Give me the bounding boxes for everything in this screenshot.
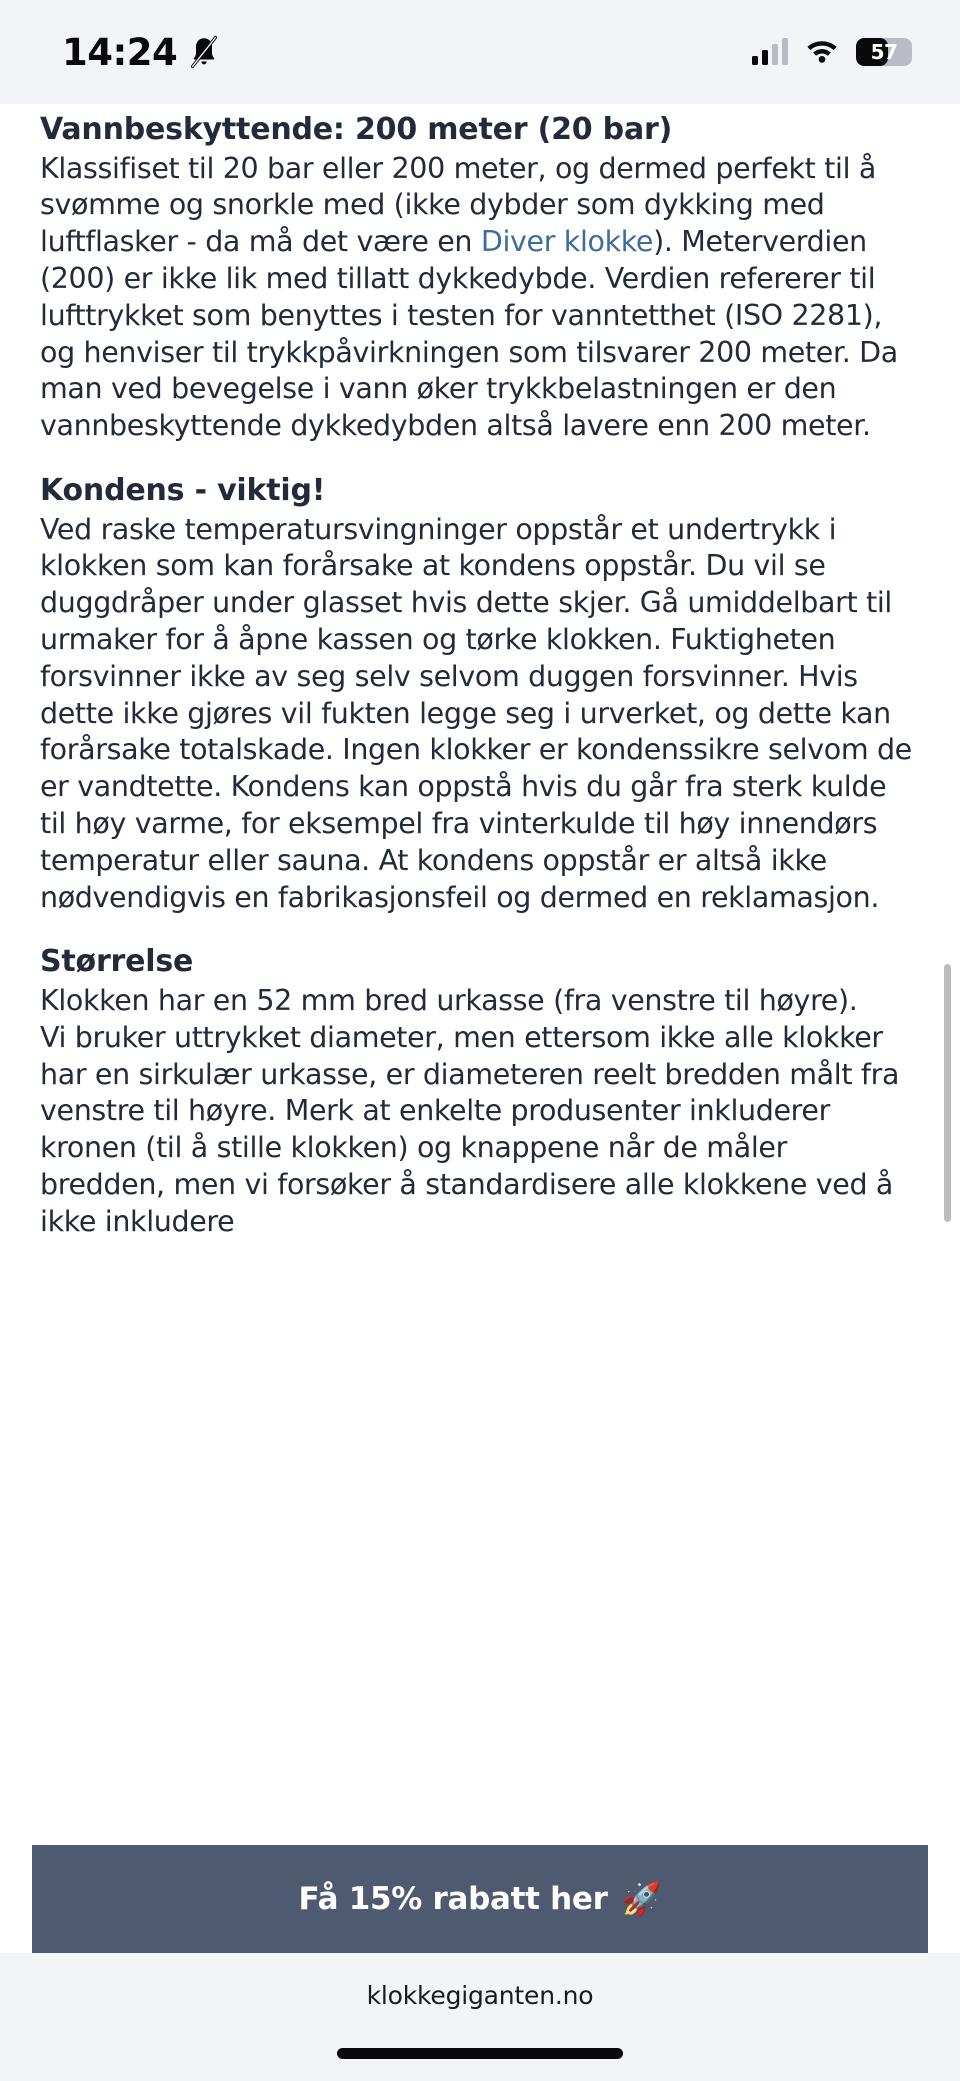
diver-klokke-link[interactable]: Diver klokke xyxy=(480,225,654,259)
section-kondens xyxy=(40,473,920,916)
discount-cta-banner[interactable] xyxy=(32,1845,928,1953)
section-heading: Størrelse xyxy=(40,944,194,980)
cellular-signal-icon xyxy=(752,39,789,65)
status-bar xyxy=(0,0,960,104)
status-bar-right xyxy=(752,37,913,68)
webview-content[interactable] xyxy=(0,104,960,1953)
status-bar-left xyxy=(62,30,219,74)
page-scrollbar[interactable] xyxy=(944,964,951,1222)
section-paragraph: Vi bruker uttrykket diameter, men ettersom ikke alle klokker har en sirkulær urkasse, er diameteren reelt bredden målt fra venstre til høyre. Merk at enkelte produsenter inkluderer kronen (til å stille klokken) og knappene når de måler bredden, men vi forsøker å standardisere alle klokkene ved å ikke inkludere xyxy=(40,1020,900,1238)
rocket-icon: 🚀 xyxy=(621,1881,662,1917)
section-paragraph: Klokken har en 52 mm bred urkasse (fra venstre til høyre). xyxy=(40,983,858,1017)
battery-percent: 57 xyxy=(870,40,898,64)
paragraph-text: ). Meterverdien (200) er ikke lik med tillatt dykkedybde. Verdien refererer til lufttrykket som benyttes i testen for vanntetthet (ISO 2281), og henviser til trykkpåvirkningen som tilsvarer 200 meter. Da man ved bevegelse i vann øker trykkbelastningen er den vannbeskyttende dykkedybden altså lavere enn 200 meter. xyxy=(40,225,898,443)
section-heading: Vannbeskyttende: 200 meter (20 bar) xyxy=(40,112,673,147)
site-url-label[interactable]: klokkegiganten.no xyxy=(366,1981,594,2010)
status-time: 14:24 xyxy=(62,30,178,74)
section-vannbeskyttende xyxy=(40,112,920,445)
cta-label: Få 15% rabatt her xyxy=(298,1881,608,1917)
browser-bottom-bar xyxy=(0,1953,960,2081)
battery-icon xyxy=(856,38,912,66)
home-indicator[interactable] xyxy=(337,2048,623,2059)
article-body xyxy=(0,104,960,1241)
wifi-icon xyxy=(805,37,839,68)
section-storrelse xyxy=(40,944,920,1240)
bell-muted-icon xyxy=(189,35,219,69)
section-heading: Kondens - viktig! xyxy=(40,472,326,508)
section-paragraph: Ved raske temperatursvingninger oppstår et undertrykk i klokken som kan forårsake at kondens oppstår. Du vil se duggdråper under glasset hvis dette skjer. Gå umiddelbart til urmaker for å åpne kassen og tørke klokken. Fuktigheten forsvinner ikke av seg selv selvom duggen forsvinner. Hvis dette ikke gjøres vil fukten legge seg i urverket, og dette kan forårsake totalskade. Ingen klokker er kondenssikre selvom de er vandtette. Kondens kan oppstå hvis du går fra sterk kulde til høy varme, for eksempel fra vinterkulde til høy innendørs temperatur eller sauna. At kondens oppstår er altså ikke nødvendigvis en fabrikasjonsfeil og dermed en reklamasjon. xyxy=(40,512,912,914)
section-paragraph xyxy=(40,151,920,445)
paragraph-text: Klassifiset til 20 bar eller 200 meter, og dermed perfekt til å svømme og snorkle med (ikke dybder som dykking med luftflasker - da må det være en xyxy=(40,151,876,259)
